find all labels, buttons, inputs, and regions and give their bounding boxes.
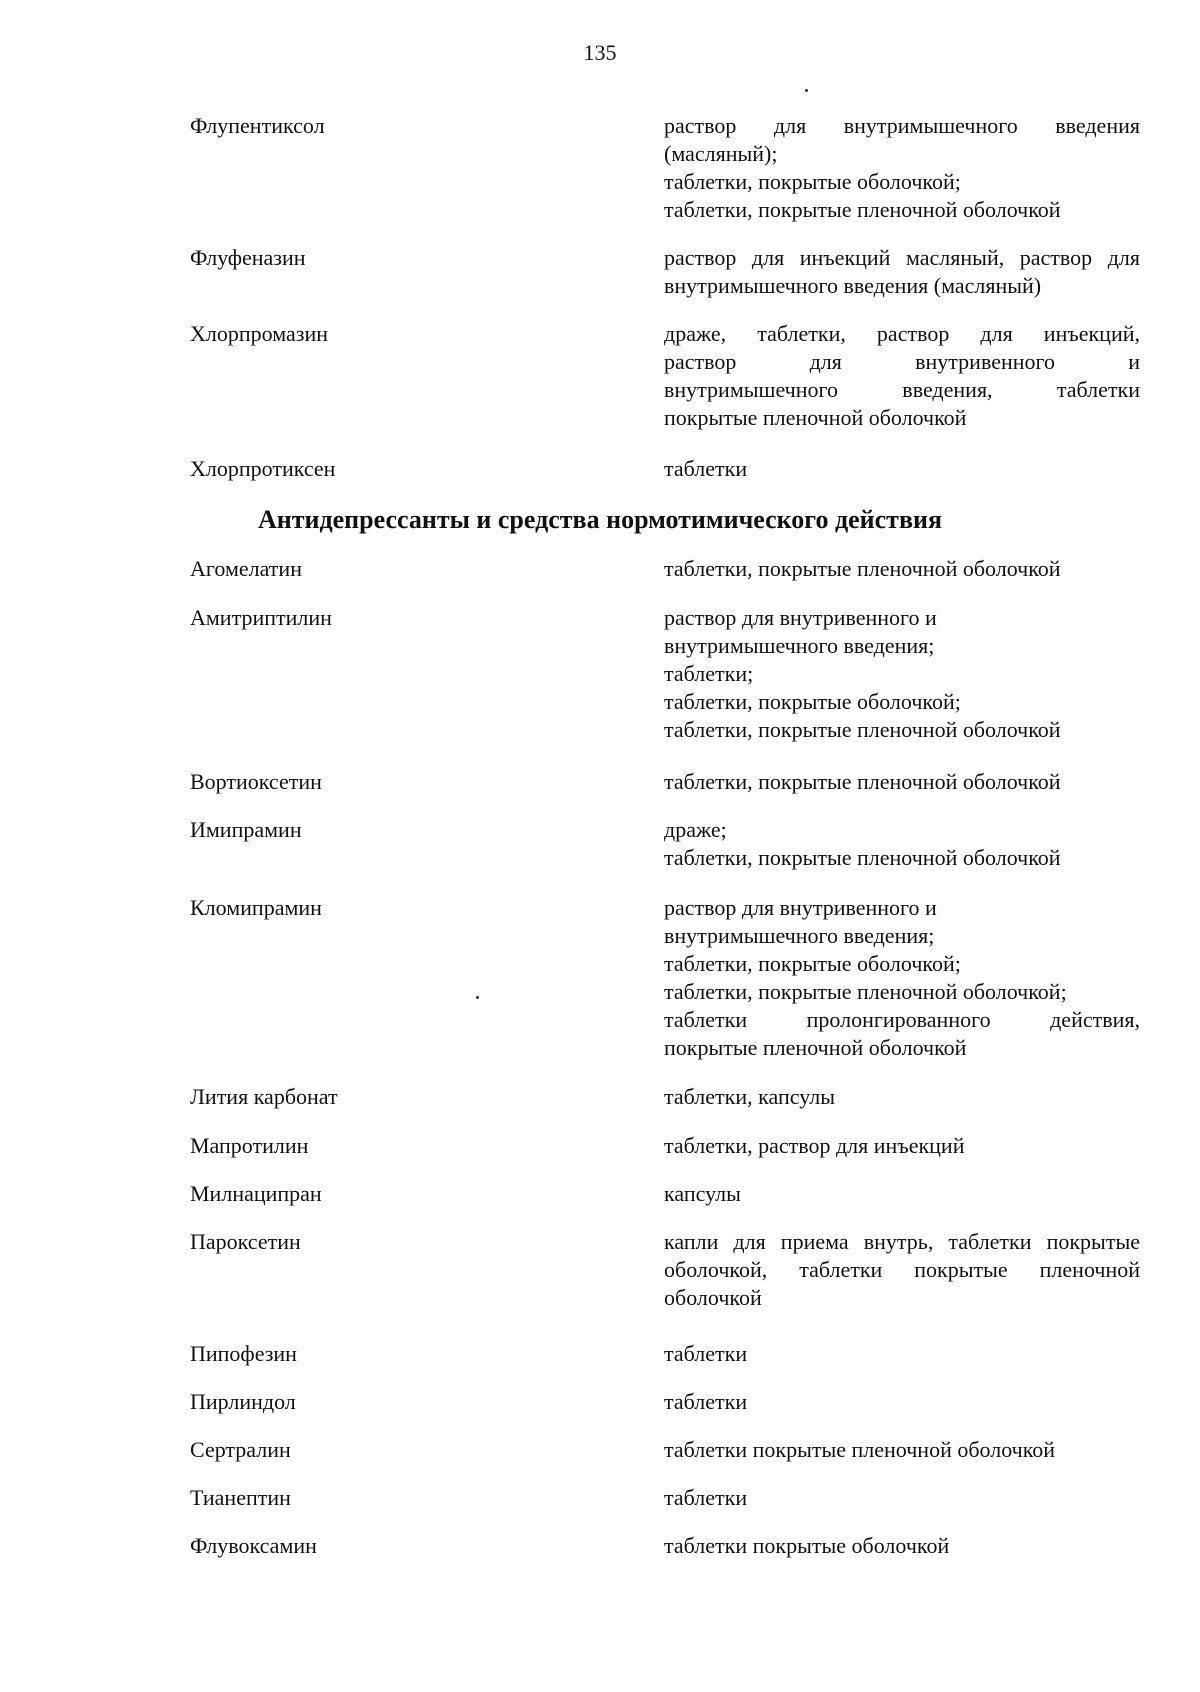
- dosage-form-line: таблетки, покрытые оболочкой;: [664, 689, 961, 714]
- drug-name: Хлорпромазин: [190, 321, 328, 346]
- drug-name: Пароксетин: [190, 1229, 301, 1254]
- dosage-form-line: раствор для внутривенного и: [664, 349, 1140, 374]
- dosage-forms: [664, 1132, 1140, 1160]
- drug-name: Флуфеназин: [190, 245, 306, 270]
- drug-name: Тианептин: [190, 1485, 291, 1510]
- dosage-forms: [664, 1083, 1140, 1111]
- dosage-forms: [664, 320, 1140, 432]
- dosage-form-line: раствор для внутримышечного введения: [664, 113, 1140, 138]
- dosage-form-line: раствор для внутривенного и: [664, 605, 937, 630]
- dosage-form-line: таблетки, раствор для инъекций: [664, 1133, 965, 1158]
- dosage-form-line: таблетки;: [664, 661, 754, 686]
- drug-name: Амитриптилин: [190, 605, 332, 630]
- dosage-form-line: раствор для инъекций масляный, раствор для: [664, 245, 1140, 270]
- dosage-forms: [664, 894, 1140, 1062]
- dosage-forms: [664, 244, 1140, 300]
- dosage-forms: [664, 455, 1140, 483]
- drug-name: Агомелатин: [190, 556, 302, 581]
- drug-name: Флувоксамин: [190, 1533, 317, 1558]
- dosage-form-line: внутримышечного введения (масляный): [664, 273, 1042, 298]
- dosage-forms: [664, 604, 1140, 744]
- dosage-forms: [664, 1340, 1140, 1368]
- dosage-form-line: таблетки, покрытые пленочной оболочкой: [664, 556, 1061, 581]
- dosage-form-line: оболочкой, таблетки покрытые пленочной: [664, 1257, 1140, 1282]
- dosage-forms: [664, 768, 1140, 796]
- dosage-form-line: (масляный);: [664, 141, 778, 166]
- dosage-form-line: внутримышечного введения;: [664, 923, 935, 948]
- dosage-forms: [664, 1180, 1140, 1208]
- drug-name: Сертралин: [190, 1437, 291, 1462]
- dosage-form-line: оболочкой: [664, 1285, 762, 1310]
- drug-name: Вортиоксетин: [190, 769, 322, 794]
- dosage-forms: [664, 1436, 1140, 1464]
- dosage-form-line: таблетки пролонгированного действия,: [664, 1007, 1140, 1032]
- dosage-form-line: таблетки, покрытые оболочкой;: [664, 951, 961, 976]
- drug-name: Лития карбонат: [190, 1084, 338, 1109]
- dosage-form-line: раствор для внутривенного и: [664, 895, 937, 920]
- drug-name: Пипофезин: [190, 1341, 297, 1366]
- dosage-forms: [664, 555, 1140, 583]
- dosage-form-line: таблетки, капсулы: [664, 1084, 835, 1109]
- dosage-form-line: таблетки, покрытые оболочкой;: [664, 169, 961, 194]
- dosage-form-line: таблетки, покрытые пленочной оболочкой: [664, 197, 1061, 222]
- dosage-form-line: таблетки, покрытые пленочной оболочкой: [664, 717, 1061, 742]
- dosage-form-line: таблетки, покрытые пленочной оболочкой: [664, 769, 1061, 794]
- dosage-form-line: таблетки: [664, 1389, 748, 1414]
- dosage-form-line: таблетки покрытые пленочной оболочкой: [664, 1437, 1056, 1462]
- dosage-form-line: таблетки: [664, 1341, 748, 1366]
- dosage-form-line: таблетки покрытые оболочкой: [664, 1533, 950, 1558]
- drug-name: Хлорпротиксен: [190, 456, 336, 481]
- section-title: Антидепрессанты и средства нормотимического действия: [257, 505, 943, 534]
- dosage-forms: [664, 1228, 1140, 1312]
- dosage-form-line: таблетки: [664, 1485, 748, 1510]
- dosage-form-line: таблетки: [664, 456, 748, 481]
- dosage-form-line: внутримышечного введения, таблетки: [664, 377, 1140, 402]
- dosage-forms: [664, 816, 1140, 872]
- dosage-forms: [664, 1484, 1140, 1512]
- page-number: 135: [583, 40, 617, 65]
- dosage-form-line: таблетки, покрытые пленочной оболочкой: [664, 845, 1061, 870]
- dosage-form-line: внутримышечного введения;: [664, 633, 935, 658]
- dosage-forms: [664, 1532, 1140, 1560]
- drug-name: Пирлиндол: [190, 1389, 296, 1414]
- dosage-forms: [664, 112, 1140, 224]
- drug-name: Имипрамин: [190, 817, 302, 842]
- scan-speck: [476, 996, 479, 999]
- drug-name: Кломипрамин: [190, 895, 322, 920]
- dosage-forms: [664, 1388, 1140, 1416]
- scan-speck: [805, 89, 808, 92]
- dosage-form-line: драже, таблетки, раствор для инъекций,: [664, 321, 1140, 346]
- dosage-form-line: покрытые пленочной оболочкой: [664, 405, 967, 430]
- dosage-form-line: капли для приема внутрь, таблетки покрытые: [664, 1229, 1140, 1254]
- drug-name: Флупентиксол: [190, 113, 325, 138]
- dosage-form-line: таблетки, покрытые пленочной оболочкой;: [664, 979, 1067, 1004]
- dosage-form-line: покрытые пленочной оболочкой: [664, 1035, 967, 1060]
- drug-name: Мапротилин: [190, 1133, 309, 1158]
- dosage-form-line: капсулы: [664, 1181, 741, 1206]
- dosage-form-line: драже;: [664, 817, 727, 842]
- drug-name: Милнаципран: [190, 1181, 322, 1206]
